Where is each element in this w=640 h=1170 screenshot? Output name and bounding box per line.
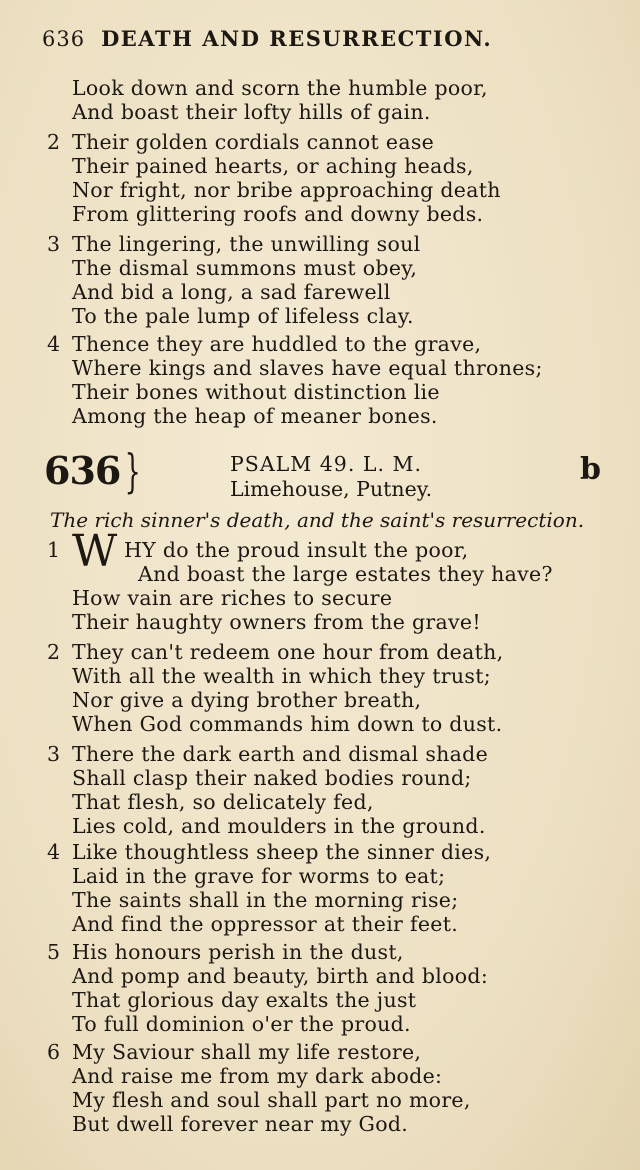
verse-line: From glittering roofs and downy beds. [72,202,484,226]
verse-line: Their pained hearts, or aching heads, [72,154,474,178]
key-mark: b [580,452,601,487]
drop-cap: W [72,526,118,577]
verse-line: How vain are riches to secure [72,586,393,610]
verse-line: Their haughty owners from the grave! [72,610,481,634]
verse-line: And boast the large estates they have? [138,562,553,586]
verse-number: 2 [47,130,61,154]
verse-line: And find the oppressor at their feet. [72,912,459,936]
verse-line: Their bones without distinction lie [72,380,440,404]
verse-number: 3 [47,232,61,256]
tune-names: Limehouse, Putney. [230,477,433,501]
verse-line: The saints shall in the morning rise; [72,888,459,912]
verse-line: Lies cold, and moulders in the ground. [72,814,486,838]
verse-line: When God commands him down to dust. [72,712,503,736]
verse-number: 6 [47,1040,61,1064]
verse-line: To full dominion o'er the proud. [72,1012,411,1036]
verse-line: 3 There the dark earth and dismal shade [47,742,489,766]
verse-line: 6 My Saviour shall my life restore, [47,1040,422,1064]
verse-number: 4 [47,840,61,864]
verse-number: 1 [47,538,61,562]
running-head [42,26,492,51]
verse-line: Look down and scorn the humble poor, [72,76,488,100]
verse-line: 4 Like thoughtless sheep the sinner dies, [47,840,492,864]
verse-line: That glorious day exalts the just [72,988,417,1012]
verse-number: 2 [47,640,61,664]
verse-line: And raise me from my dark abode: [72,1064,443,1088]
verse-line: My flesh and soul shall part no more, [72,1088,471,1112]
verse-line: Nor fright, nor bribe approaching death [72,178,501,202]
verse-line: Laid in the grave for worms to eat; [72,864,446,888]
hymn-number: 636 [44,448,121,493]
page-title: DEATH AND RESURRECTION. [101,26,493,51]
verse-line: Where kings and slaves have equal thrones; [72,356,543,380]
verse-line: And pomp and beauty, birth and blood: [72,964,489,988]
verse-line: Nor give a dying brother breath, [72,688,422,712]
verse-line: And boast their lofty hills of gain. [72,100,431,124]
page-number: 636 [42,27,86,51]
verse-line: And bid a long, a sad farewell [72,280,391,304]
verse-line: With all the wealth in which they trust; [72,664,491,688]
verse-line: 5 His honours perish in the dust, [47,940,404,964]
hymn-subtitle: The rich sinner's death, and the saint's resurrection. [50,508,585,532]
verse-line: But dwell forever near my God. [72,1112,409,1136]
verse-number: 4 [47,332,61,356]
verse-line: 3 The lingering, the unwilling soul [47,232,421,256]
verse-line: To the pale lump of lifeless clay. [72,304,414,328]
psalm-reference: PSALM 49. L. M. [230,452,423,476]
brace-glyph: } [124,444,141,498]
verse-line: HY do the proud insult the poor, [124,538,469,562]
verse-line: Shall clasp their naked bodies round; [72,766,472,790]
verse-number: 5 [47,940,61,964]
verse-line: Among the heap of meaner bones. [72,404,438,428]
verse-line: 2 Their golden cordials cannot ease [47,130,435,154]
verse-line: The dismal summons must obey, [72,256,418,280]
verse-line: That flesh, so delicately fed, [72,790,374,814]
verse-line: 2 They can't redeem one hour from death, [47,640,504,664]
verse-line: 4 Thence they are huddled to the grave, [47,332,482,356]
verse-number: 3 [47,742,61,766]
